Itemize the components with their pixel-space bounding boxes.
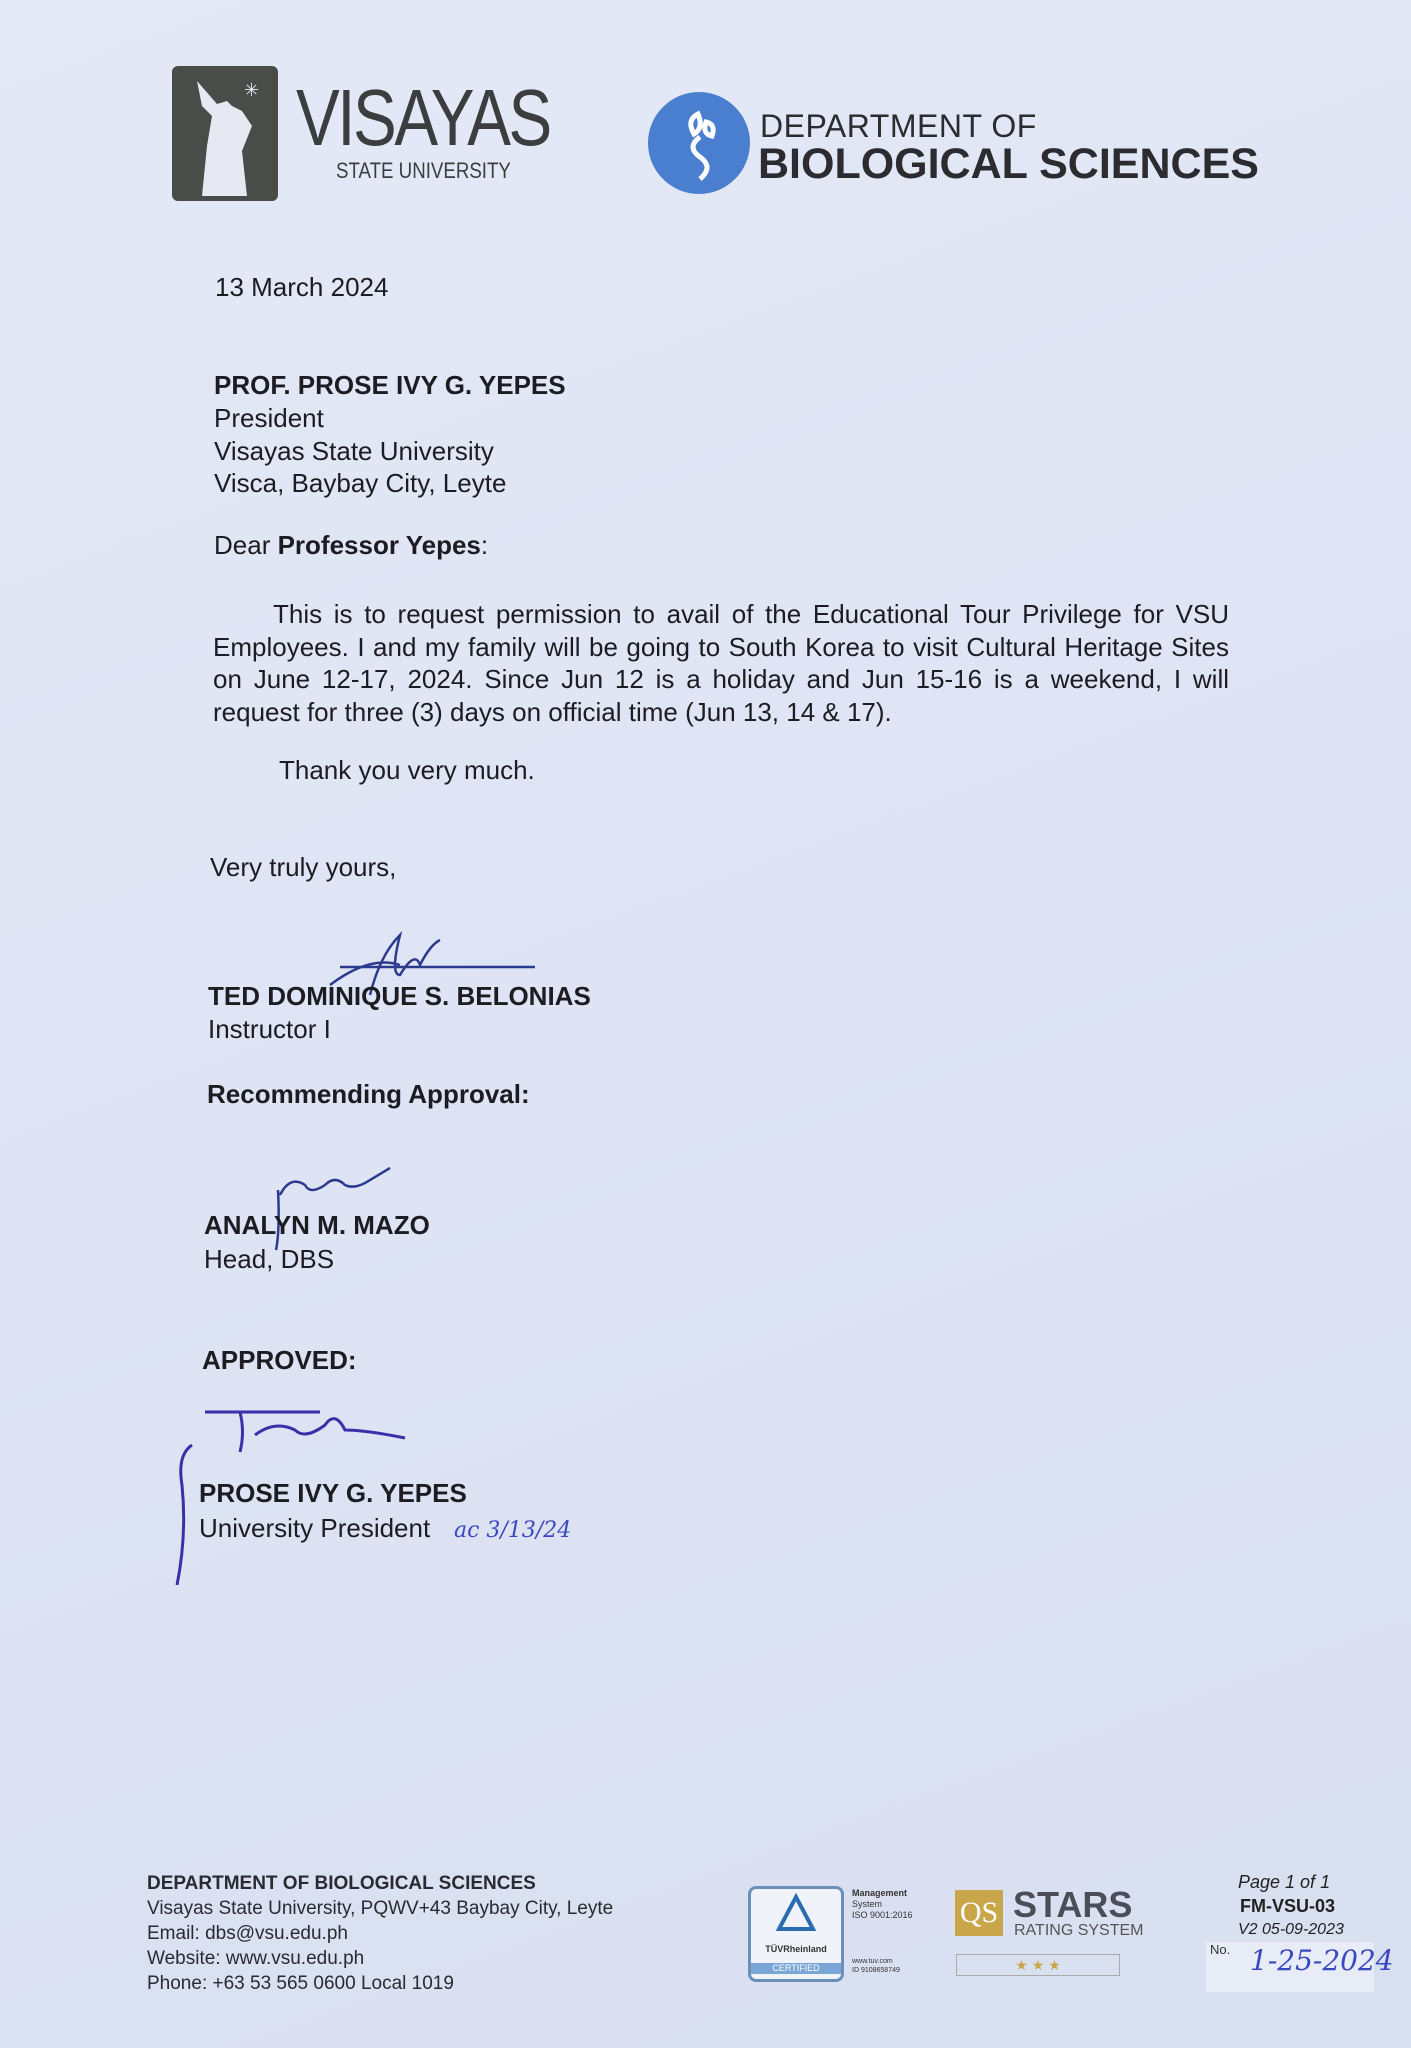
mgmt-line1: Management	[852, 1888, 908, 1898]
salutation-suffix: :	[480, 530, 489, 560]
mgmt-line2: System	[852, 1899, 883, 1909]
number-label: No.	[1210, 1942, 1231, 1957]
closing: Very truly yours,	[210, 852, 397, 882]
recommender-name: ANALYN M. MAZO	[204, 1210, 430, 1240]
footer-phone: Phone: +63 53 565 0600 Local 1019	[147, 1973, 454, 1994]
form-version: V2 05-09-2023	[1238, 1921, 1344, 1938]
approval-note: ac 3/13/24	[454, 1518, 572, 1543]
addressee-org: Visayas State University	[214, 436, 494, 466]
thanks-line: Thank you very much.	[279, 755, 535, 785]
approved-label: APPROVED:	[202, 1345, 357, 1375]
tuv-site: www.tuv.com	[852, 1958, 893, 1965]
star-rating-icon: ★ ★ ★	[956, 1954, 1120, 1976]
salutation-name: Professor Yepes	[277, 530, 481, 560]
tuv-triangle-icon	[751, 1889, 841, 1939]
footer-website[interactable]: Website: www.vsu.edu.ph	[147, 1948, 365, 1969]
addressee-address: Visca, Baybay City, Leyte	[214, 468, 507, 498]
letter-body: This is to request permission to avail of the Educational Tour Privilege for VSU Employees. I and my family will be going to South Korea to visit Cultural Heritage Sites on June 12-17, 2024. Since Jun 12 is a holiday and Jun 15-16 is a weekend, I will request for three (3) days on official time (Jun 13, 14 & 17).	[213, 599, 1229, 727]
department-line2: BIOLOGICAL SCIENCES	[758, 140, 1259, 188]
dbs-logo-icon	[648, 92, 750, 194]
number-value: 1-25-2024	[1250, 1944, 1394, 1977]
sender-name: TED DOMINIQUE S. BELONIAS	[208, 981, 591, 1011]
addressee-name: PROF. PROSE IVY G. YEPES	[214, 370, 566, 400]
letter-date: 13 March 2024	[215, 272, 389, 302]
rating-system-label: RATING SYSTEM	[1014, 1922, 1144, 1939]
page-number: Page 1 of 1	[1238, 1872, 1331, 1892]
mgmt-line3: ISO 9001:2016	[852, 1910, 913, 1920]
university-subtitle: STATE UNIVERSITY	[336, 158, 511, 183]
salutation	[214, 529, 488, 562]
approver-title: University President	[199, 1513, 431, 1543]
university-name: VISAYAS	[296, 73, 550, 162]
tuv-brand: TÜVRheinland	[765, 1944, 827, 1954]
vsu-logo-mark	[172, 66, 278, 201]
qs-logo: QS	[955, 1890, 1003, 1936]
footer-dept: DEPARTMENT OF BIOLOGICAL SCIENCES	[147, 1873, 536, 1894]
recommender-title: Head, DBS	[204, 1244, 335, 1274]
form-code: FM-VSU-03	[1240, 1896, 1336, 1916]
tuv-cert: CERTIFIED	[751, 1963, 841, 1974]
recommending-label: Recommending Approval:	[207, 1079, 530, 1109]
tuv-badge	[748, 1886, 844, 1982]
salutation-prefix: Dear	[214, 530, 278, 560]
addressee-title: President	[214, 403, 324, 433]
svg-text:✳: ✳	[244, 80, 260, 100]
department-line1: DEPARTMENT OF	[760, 108, 1037, 144]
footer-address: Visayas State University, PQWV+43 Baybay City, Leyte	[147, 1898, 614, 1919]
stars-label: STARS	[1013, 1884, 1133, 1925]
tuv-id: ID 9108658749	[852, 1967, 900, 1974]
footer-email[interactable]: Email: dbs@vsu.edu.ph	[147, 1923, 348, 1944]
sender-title: Instructor I	[208, 1014, 331, 1044]
approver-name: PROSE IVY G. YEPES	[199, 1478, 467, 1508]
